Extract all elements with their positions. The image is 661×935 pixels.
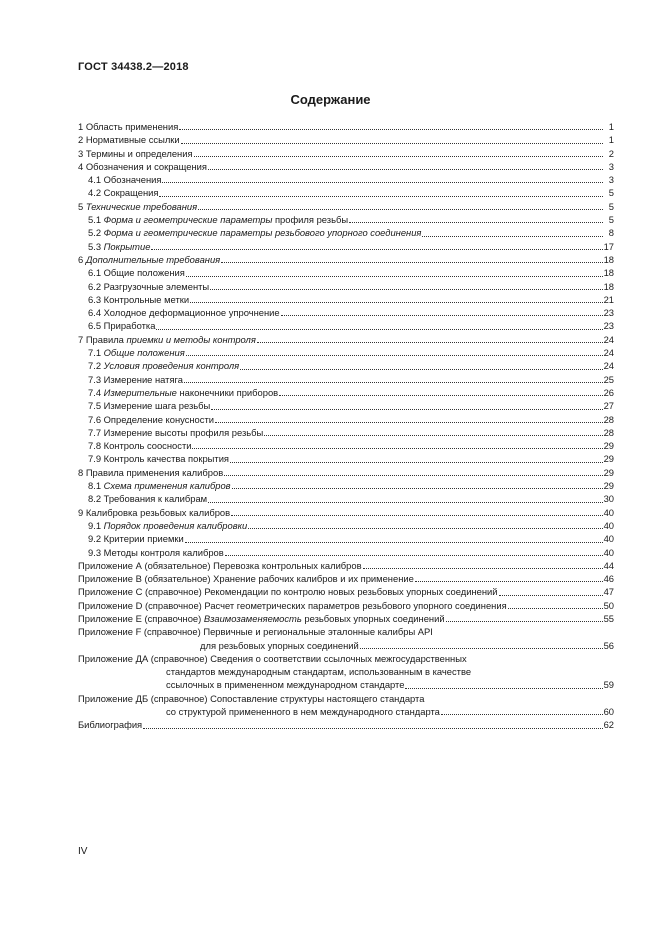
leader-dots bbox=[360, 648, 603, 649]
toc-entry-label: со структурой примененного в нем международного стандарта bbox=[166, 706, 440, 718]
toc-entry[interactable] bbox=[78, 479, 614, 492]
toc-entry-label: 7.8 Контроль соосности bbox=[88, 440, 192, 452]
leader-dots bbox=[185, 542, 603, 543]
toc-entry[interactable] bbox=[78, 439, 614, 452]
toc-entry-label: 8 Правила применения калибров bbox=[78, 466, 224, 478]
leader-dots bbox=[143, 728, 602, 729]
leader-dots bbox=[211, 409, 602, 410]
toc-entry-label: Приложение В (обязательное) Хранение рабочих калибров и их применение bbox=[78, 573, 414, 585]
toc-page-number: 23 bbox=[603, 320, 614, 332]
leader-dots bbox=[186, 355, 603, 356]
toc-entry-label: 7.4 Измерительные наконечники приборов bbox=[88, 386, 279, 398]
leader-dots bbox=[190, 302, 602, 303]
toc-page-number: 1 bbox=[608, 121, 614, 132]
toc-entry-label: 7.5 Измерение шага резьбы bbox=[88, 400, 211, 412]
leader-dots bbox=[181, 143, 603, 144]
toc-page-number: 50 bbox=[603, 599, 614, 611]
toc-entry[interactable] bbox=[78, 386, 614, 399]
toc-page-number: 18 bbox=[603, 253, 614, 265]
toc-entry[interactable] bbox=[78, 173, 614, 186]
leader-dots bbox=[349, 222, 603, 223]
leader-dots bbox=[210, 289, 602, 290]
toc-entry[interactable] bbox=[78, 253, 614, 266]
toc-entry[interactable] bbox=[78, 426, 614, 439]
toc-page-number: 40 bbox=[603, 519, 614, 531]
leader-dots bbox=[264, 435, 602, 436]
leader-dots bbox=[441, 714, 603, 715]
leader-dots bbox=[221, 262, 602, 263]
toc-page-number: 29 bbox=[603, 480, 614, 492]
toc-entry-label: стандартов международным стандартам, использованным в качестве bbox=[166, 666, 472, 678]
toc-entry-label: 7.9 Контроль качества покрытия bbox=[88, 453, 230, 465]
toc-page-number: 28 bbox=[603, 426, 614, 438]
toc-entry-label: 5.2 Форма и геометрические параметры резьбового упорного соединения bbox=[88, 227, 422, 239]
toc-entry[interactable] bbox=[78, 572, 614, 585]
toc-entry-label: ссылочных в примененном международном стандарте bbox=[166, 679, 405, 691]
toc-entry[interactable] bbox=[78, 546, 614, 559]
leader-dots bbox=[281, 315, 603, 316]
toc-entry[interactable] bbox=[78, 306, 614, 319]
leader-dots bbox=[208, 169, 603, 170]
toc-page-number: 55 bbox=[603, 612, 614, 624]
toc-entry[interactable] bbox=[78, 359, 614, 372]
toc-entry-label: 3 Термины и определения bbox=[78, 147, 193, 159]
toc-entry-label: 6.4 Холодное деформационное упрочнение bbox=[88, 307, 280, 319]
toc-page-number: 3 bbox=[608, 174, 614, 186]
toc-entry-label: 9.1 Порядок проведения калибровки bbox=[88, 519, 248, 531]
leader-dots bbox=[224, 475, 602, 476]
toc-page-number: 47 bbox=[603, 586, 614, 598]
toc-entry-label: 7.1 Общие положения bbox=[88, 347, 185, 359]
toc-page-number: 40 bbox=[603, 506, 614, 518]
leader-dots bbox=[508, 608, 603, 609]
page-number-footer: IV bbox=[78, 846, 88, 857]
toc-page-number: 2 bbox=[608, 147, 614, 159]
toc-entry-label: 8.2 Требования к калибрам bbox=[88, 493, 208, 505]
toc-page-number: 18 bbox=[603, 280, 614, 292]
leader-dots bbox=[415, 581, 603, 582]
leader-dots bbox=[257, 342, 603, 343]
table-of-contents bbox=[78, 120, 614, 732]
leader-dots bbox=[232, 488, 603, 489]
toc-entry-label: Приложение F (справочное) Первичные и региональные эталонные калибры API bbox=[78, 626, 433, 638]
toc-entry-label: 9.2 Критерии приемки bbox=[88, 533, 184, 545]
leader-dots bbox=[446, 621, 603, 622]
toc-entry-label: Библиография bbox=[78, 719, 143, 731]
toc-entry[interactable] bbox=[78, 293, 614, 306]
toc-entry-label: 6 Дополнительные требования bbox=[78, 253, 221, 265]
toc-entry-label: 8.1 Схема применения калибров bbox=[88, 480, 231, 492]
toc-page-number: 29 bbox=[603, 453, 614, 465]
document-code: ГОСТ 34438.2—2018 bbox=[78, 61, 189, 73]
toc-entry-annex-db[interactable] bbox=[78, 692, 614, 719]
toc-entry-label: для резьбовых упорных соединений bbox=[200, 639, 359, 651]
toc-page-number: 28 bbox=[603, 413, 614, 425]
leader-dots bbox=[499, 595, 603, 596]
toc-entry[interactable] bbox=[78, 319, 614, 332]
toc-entry[interactable] bbox=[78, 280, 614, 293]
toc-entry-label: 7.7 Измерение высоты профиля резьбы bbox=[88, 426, 264, 438]
toc-entry[interactable] bbox=[78, 452, 614, 465]
leader-dots bbox=[156, 329, 602, 330]
toc-entry[interactable] bbox=[78, 492, 614, 505]
leader-dots bbox=[186, 276, 603, 277]
toc-entry-label: Приложение ДА (справочное) Сведения о соответствии ссылочных межгосударственных bbox=[78, 652, 467, 664]
leader-dots bbox=[422, 236, 603, 237]
toc-entry[interactable] bbox=[78, 133, 614, 146]
leader-dots bbox=[230, 462, 603, 463]
toc-page-number: 23 bbox=[603, 307, 614, 319]
toc-page-number: 24 bbox=[603, 333, 614, 345]
toc-entry-annex-da[interactable] bbox=[78, 652, 614, 692]
toc-entry-label: 9.3 Методы контроля калибров bbox=[88, 546, 224, 558]
toc-entry-label: 7 Правила приемки и методы контроля bbox=[78, 333, 256, 345]
toc-entry[interactable] bbox=[78, 120, 614, 133]
toc-entry-label: 5 Технические требования bbox=[78, 200, 198, 212]
toc-entry[interactable] bbox=[78, 200, 614, 213]
toc-page-number: 29 bbox=[603, 466, 614, 478]
toc-page-number: 25 bbox=[603, 373, 614, 385]
toc-entry-label: 4.1 Обозначения bbox=[88, 174, 162, 186]
toc-page-number: 26 bbox=[603, 386, 614, 398]
toc-entry-label: 5.1 Форма и геометрические параметры профиля резьбы bbox=[88, 214, 349, 226]
toc-entry-label: 4.2 Сокращения bbox=[88, 187, 159, 199]
toc-entry[interactable] bbox=[78, 213, 614, 226]
toc-entry-label: 4 Обозначения и сокращения bbox=[78, 160, 207, 172]
toc-entry-label: 9 Калибровка резьбовых калибров bbox=[78, 506, 231, 518]
toc-entry[interactable] bbox=[78, 147, 614, 160]
toc-page-number: 56 bbox=[603, 639, 614, 651]
toc-entry[interactable] bbox=[78, 266, 614, 279]
toc-page-number: 5 bbox=[608, 200, 614, 212]
toc-page-number: 3 bbox=[608, 160, 614, 172]
toc-entry[interactable] bbox=[78, 506, 614, 519]
toc-entry-annex-f[interactable] bbox=[78, 625, 614, 652]
toc-entry[interactable] bbox=[78, 346, 614, 359]
toc-entry[interactable] bbox=[78, 373, 614, 386]
toc-page-number: 21 bbox=[603, 293, 614, 305]
page-title: Содержание bbox=[290, 92, 371, 107]
toc-page-number: 44 bbox=[603, 559, 614, 571]
toc-entry-label: 6.3 Контрольные метки bbox=[88, 293, 190, 305]
toc-page-number: 60 bbox=[603, 706, 614, 718]
toc-entry-label: 7.6 Определение конусности bbox=[88, 413, 214, 425]
toc-page-number: 59 bbox=[603, 679, 614, 691]
toc-page-number: 5 bbox=[608, 187, 614, 199]
toc-entry-label: 6.5 Приработка bbox=[88, 320, 156, 332]
toc-entry[interactable] bbox=[78, 532, 614, 545]
leader-dots bbox=[192, 448, 602, 449]
toc-entry[interactable] bbox=[78, 413, 614, 426]
leader-dots bbox=[198, 209, 603, 210]
leader-dots bbox=[405, 688, 602, 689]
toc-page-number: 17 bbox=[603, 240, 614, 252]
toc-entry[interactable] bbox=[78, 226, 614, 239]
toc-entry-label: 1 Область применения bbox=[78, 121, 179, 132]
toc-entry[interactable] bbox=[78, 160, 614, 173]
toc-entry-label: Приложение А (обязательное) Перевозка контрольных калибров bbox=[78, 559, 362, 571]
toc-page-number: 5 bbox=[608, 214, 614, 226]
toc-entry-label: Приложение Е (справочное) Взаимозаменяемость резьбовых упорных соединений bbox=[78, 612, 445, 624]
leader-dots bbox=[240, 369, 602, 370]
toc-page-number: 1 bbox=[608, 134, 614, 146]
toc-entry[interactable] bbox=[78, 559, 614, 572]
toc-page-number: 27 bbox=[603, 400, 614, 412]
toc-entry-label: Приложение D (справочное) Расчет геометрических параметров резьбового упорного соединения bbox=[78, 599, 507, 611]
toc-page-number: 62 bbox=[603, 719, 614, 731]
toc-entry[interactable] bbox=[78, 519, 614, 532]
toc-entry[interactable] bbox=[78, 585, 614, 598]
toc-page-number: 40 bbox=[603, 533, 614, 545]
leader-dots bbox=[208, 502, 602, 503]
toc-entry-label: Приложение ДБ (справочное) Сопоставление структуры настоящего стандарта bbox=[78, 692, 425, 704]
toc-page-number: 46 bbox=[603, 573, 614, 585]
leader-dots bbox=[279, 395, 602, 396]
toc-entry-label: 5.3 Покрытие bbox=[88, 240, 151, 252]
toc-entry[interactable] bbox=[78, 186, 614, 199]
toc-page-number: 29 bbox=[603, 440, 614, 452]
leader-dots bbox=[162, 182, 603, 183]
leader-dots bbox=[194, 156, 603, 157]
toc-entry[interactable] bbox=[78, 399, 614, 412]
toc-entry-label: 6.1 Общие положения bbox=[88, 267, 185, 279]
toc-entry[interactable] bbox=[78, 333, 614, 346]
toc-entry[interactable] bbox=[78, 466, 614, 479]
leader-dots bbox=[159, 196, 603, 197]
toc-entry-bibliography[interactable] bbox=[78, 718, 614, 731]
leader-dots bbox=[363, 568, 603, 569]
toc-page-number: 30 bbox=[603, 493, 614, 505]
toc-entry-label: 7.2 Условия проведения контроля bbox=[88, 360, 240, 372]
toc-entry-label: Приложение С (справочное) Рекомендации по контролю новых резьбовых упорных соединений bbox=[78, 586, 498, 598]
leader-dots bbox=[215, 422, 603, 423]
leader-dots bbox=[179, 129, 603, 130]
leader-dots bbox=[184, 382, 603, 383]
toc-page-number: 18 bbox=[603, 267, 614, 279]
leader-dots bbox=[225, 555, 603, 556]
toc-page-number: 24 bbox=[603, 347, 614, 359]
toc-entry-label: 6.2 Разгрузочные элементы bbox=[88, 280, 210, 292]
toc-entry[interactable] bbox=[78, 612, 614, 625]
toc-page-number: 8 bbox=[608, 227, 614, 239]
toc-page-number: 24 bbox=[603, 360, 614, 372]
toc-entry-label: 7.3 Измерение натяга bbox=[88, 373, 183, 385]
leader-dots bbox=[151, 249, 602, 250]
toc-entry[interactable] bbox=[78, 599, 614, 612]
leader-dots bbox=[231, 515, 602, 516]
toc-entry[interactable] bbox=[78, 240, 614, 253]
leader-dots bbox=[248, 528, 602, 529]
toc-page-number: 40 bbox=[603, 546, 614, 558]
toc-entry-label: 2 Нормативные ссылки bbox=[78, 134, 180, 146]
